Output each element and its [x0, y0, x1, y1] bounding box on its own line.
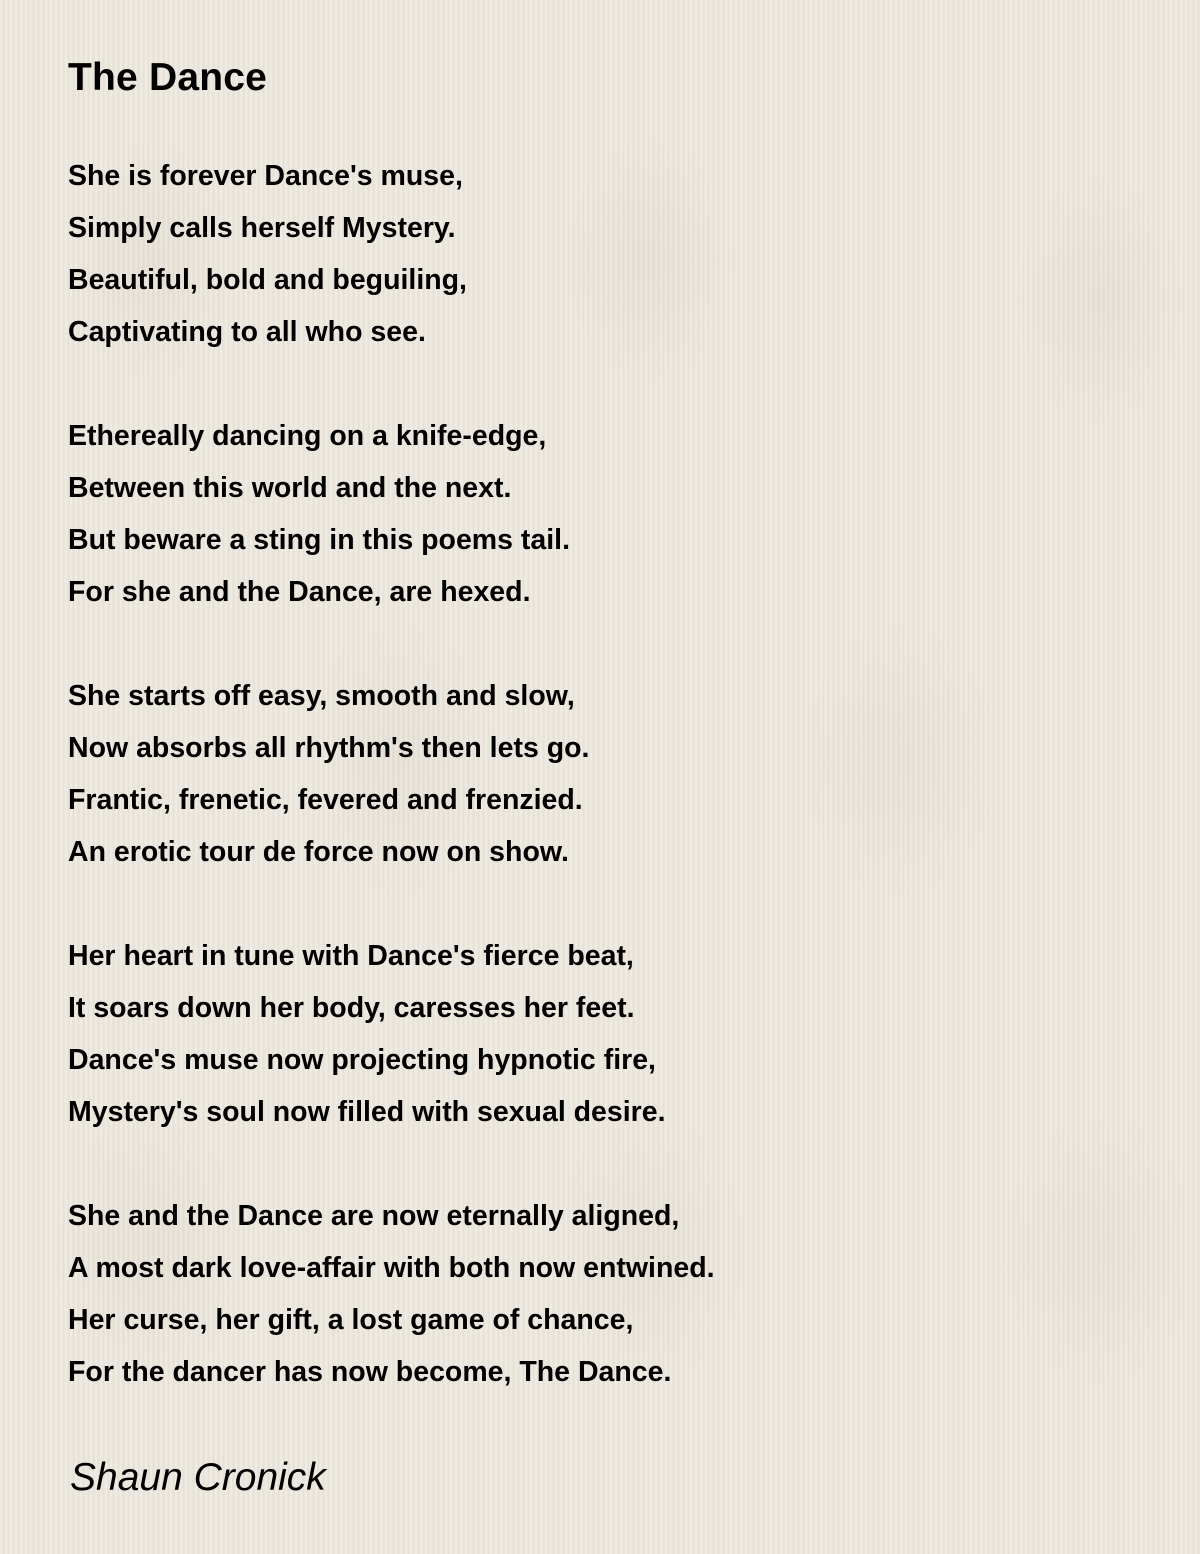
- poem-title: The Dance: [68, 56, 268, 99]
- poem-line: Simply calls herself Mystery.: [68, 212, 456, 244]
- poem-line: Beautiful, bold and beguiling,: [68, 264, 467, 296]
- stanza-1: [68, 150, 715, 358]
- poem-line: For she and the Dance, are hexed.: [68, 576, 531, 608]
- poem-line: She and the Dance are now eternally aligned,: [68, 1200, 680, 1232]
- poem-line: But beware a sting in this poems tail.: [68, 524, 571, 556]
- poem-line: Now absorbs all rhythm's then lets go.: [68, 732, 590, 764]
- stanza-3: [68, 670, 715, 878]
- poem-line: She is forever Dance's muse,: [68, 160, 463, 192]
- poem-author: Shaun Cronick: [70, 1456, 326, 1499]
- poem-line: A most dark love-affair with both now entwined.: [68, 1252, 715, 1284]
- poem-body: [68, 150, 715, 1450]
- poem-line: Her heart in tune with Dance's fierce beat,: [68, 940, 634, 972]
- poem-line: For the dancer has now become, The Dance.: [68, 1356, 672, 1388]
- poem-line: Frantic, frenetic, fevered and frenzied.: [68, 784, 583, 816]
- stanza-4: [68, 930, 715, 1138]
- poem-line: She starts off easy, smooth and slow,: [68, 680, 575, 712]
- poem-line: Captivating to all who see.: [68, 316, 426, 348]
- poem-line: Mystery's soul now filled with sexual desire.: [68, 1096, 666, 1128]
- poem-line: Between this world and the next.: [68, 472, 512, 504]
- stanza-2: [68, 410, 715, 618]
- stanza-5: [68, 1190, 715, 1398]
- poem-line: It soars down her body, caresses her feet.: [68, 992, 635, 1024]
- poem-line: An erotic tour de force now on show.: [68, 836, 569, 868]
- poem-line: Her curse, her gift, a lost game of chance,: [68, 1304, 634, 1336]
- poem-line: Ethereally dancing on a knife-edge,: [68, 420, 547, 452]
- poem-line: Dance's muse now projecting hypnotic fire,: [68, 1044, 656, 1076]
